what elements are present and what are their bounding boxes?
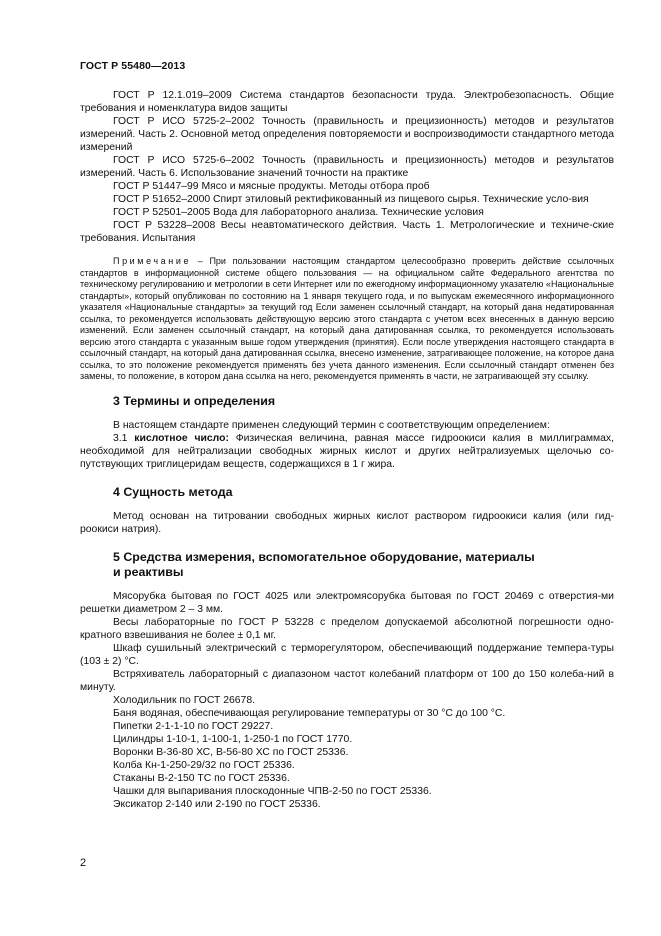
section-3-title: 3 Термины и определения [113, 393, 276, 408]
note-block [80, 256, 614, 383]
equipment-item: Холодильник по ГОСТ 26678. [113, 694, 256, 706]
equipment-list [80, 590, 614, 811]
reference-item: ГОСТ Р 51652–2000 Спирт этиловый ректификованный из пищевого сырья. Технические усло-вия [113, 194, 589, 205]
section-4-text: Метод основан на титровании свободных жирных кислот раствором гидроокиси калия (или гид-роокиси натрия). [80, 510, 614, 535]
term-number: 3.1 [113, 432, 135, 444]
equipment-item: Эксикатор 2-140 или 2-190 по ГОСТ 25336. [113, 798, 321, 810]
equipment-item: Мясорубка бытовая по ГОСТ 4025 или электромясорубка бытовая по ГОСТ 20469 с отверстия-ми решетки диаметром 2 – 3 мм. [80, 590, 614, 615]
reference-item: ГОСТ Р ИСО 5725-6–2002 Точность (правильность и прецизионность) методов и результатов измерений. Часть 6. Использование значений точности на практике [80, 155, 614, 179]
note-text: – При пользовании настоящим стандартом целесообразно проверить действие ссылочных стандартов в информационной системе общего пользования — на официальном сайте Федерального агентства по техническому регулированию и метрологии в сети Интернет или по ежегодному информационному указателю «Национальные стандарты», который опубликован по состоянию на 1 января текущего года, и по выпускам ежемесячного информационного указателя «Национальные стандарты» за текущий год Если заменен ссылочный стандарт, на который дана недатированная ссылка, то рекомендуется использовать действующую версию этого стандарта с учетом всех внесенных в данную версию изменений. Если заменен ссылочный стандарт, на который дана датированная ссылка, то рекомендуется использовать версию этого стандарта с указанным выше годом утверждения (принятия). Если после утверждения настоящего стандарта в ссылочный стандарт, на который дана датированная ссылка, внесено изменение, затрагивающее положение, на которое дана ссылка, то это положение рекомендуется применять без учета данного изменения. Если ссылочный стандарт отменен без замены, то положение, в котором дана ссылка на него, рекомендуется применять в части, не затрагивающей эту ссылку. [80, 256, 614, 381]
equipment-item: Чашки для выпаривания плоскодонные ЧПВ-2-50 по ГОСТ 25336. [113, 785, 432, 797]
equipment-item: Пипетки 2-1-1-10 по ГОСТ 29227. [113, 720, 274, 732]
section-5-title [80, 550, 614, 580]
equipment-item: Шкаф сушильный электрический с терморегулятором, обеспечивающий поддержание темпера-туры (103 ± 2) °С. [80, 642, 614, 667]
page-content [80, 89, 614, 811]
section-5-title-line1: 5 Средства измерения, вспомогательное оборудование, материалы [113, 549, 535, 564]
references-list [80, 89, 614, 245]
equipment-item: Стаканы В-2-150 ТС по ГОСТ 25336. [113, 772, 290, 784]
reference-item: ГОСТ Р 12.1.019–2009 Система стандартов безопасности труда. Электробезопасность. Общие требования и номенклатура видов защиты [80, 90, 614, 114]
reference-item: ГОСТ Р 53228–2008 Весы неавтоматического действия. Часть 1. Метрологические и техниче-ские требования. Испытания [80, 220, 614, 244]
section-4-title: 4 Сущность метода [113, 484, 233, 499]
term: кислотное число: [134, 432, 229, 444]
equipment-item: Воронки В-36-80 ХС, В-56-80 ХС по ГОСТ 25336. [113, 746, 349, 758]
section-5-title-line2: и реактивы [113, 564, 184, 579]
equipment-item: Весы лабораторные по ГОСТ Р 53228 с пределом допускаемой абсолютной погрешности одно-кратного взвешивания не более ± 0,1 мг. [80, 616, 614, 641]
equipment-item: Цилиндры 1-10-1, 1-100-1, 1-250-1 по ГОСТ 1770. [113, 733, 353, 745]
equipment-item: Колба Кн-1-250-29/32 по ГОСТ 25336. [113, 759, 295, 771]
term-definition [80, 432, 614, 471]
reference-item: ГОСТ Р 51447–99 Мясо и мясные продукты. Методы отбора проб [113, 181, 430, 192]
section-3-intro: В настоящем стандарте применен следующий термин с соответствующим определением: [113, 419, 550, 431]
reference-item: ГОСТ Р 52501–2005 Вода для лабораторного анализа. Технические условия [113, 207, 484, 218]
definition-text: Физическая величина, равная массе гидроокиси калия в миллиграммах, необходимой для нейтрализации свободных жирных кислот и других нейтрализуемых щелочью со-путствующих триглицеридам веществ, содержащихся в 1 г жира. [80, 432, 615, 470]
note-label: Примечание [113, 256, 192, 266]
equipment-item: Встряхиватель лабораторный с диапазоном частот колебаний платформ от 100 до 150 колеба-ний в минуту. [80, 668, 614, 693]
page-number: 2 [80, 857, 87, 869]
equipment-item: Баня водяная, обеспечивающая регулирование температуры от 30 °С до 100 °С. [113, 707, 506, 719]
document-header: ГОСТ Р 55480—2013 [80, 60, 186, 72]
note-paragraph [80, 256, 614, 383]
reference-item: ГОСТ Р ИСО 5725-2–2002 Точность (правильность и прецизионность) методов и результатов измерений. Часть 2. Основной метод определения повторяемости и воспроизводимости стандартного метода измерений [80, 116, 614, 153]
